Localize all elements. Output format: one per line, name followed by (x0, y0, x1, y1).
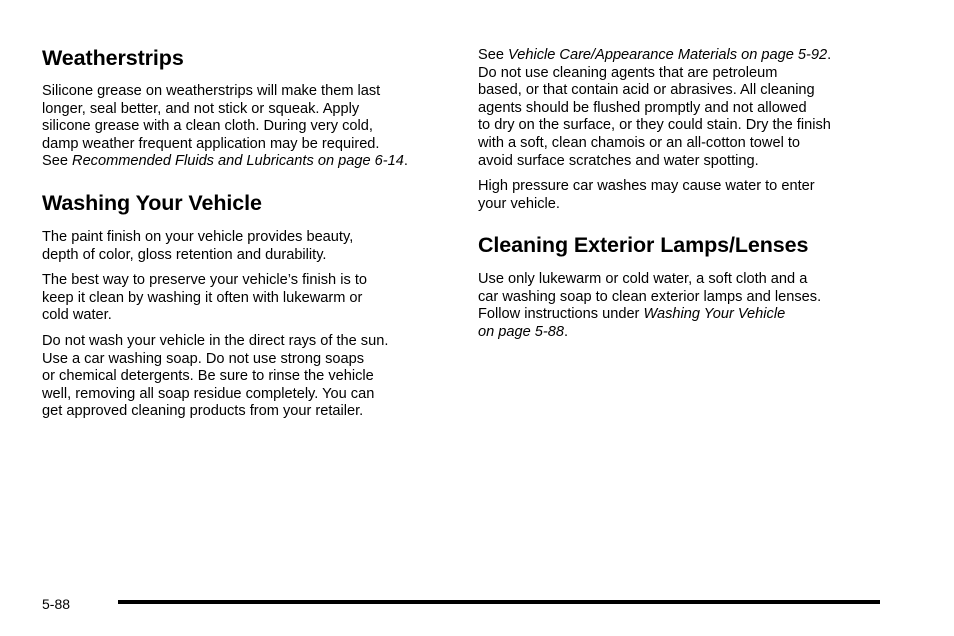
paragraph-washing-3 (42, 333, 388, 421)
follow-suffix: . (564, 323, 569, 340)
heading-weatherstrips: Weatherstrips (42, 46, 184, 70)
ref-prefix: See (478, 47, 509, 63)
text-line: depth of color, gloss retention and durability. (42, 246, 327, 263)
reference-link-care-materials: Vehicle Care/Appearance Materials on page 5-92 (508, 47, 828, 63)
text-line: your vehicle. (478, 195, 560, 212)
text-line: Do not use cleaning agents that are petroleum (478, 64, 778, 81)
text-line: based, or that contain acid or abrasives. All cleaning (478, 82, 815, 99)
text-line: well, removing all soap residue completely. You can (42, 385, 375, 402)
paragraph-care-materials (478, 47, 831, 170)
paragraph-washing-2 (42, 272, 367, 325)
ref-suffix: . (827, 47, 832, 63)
text-line: Use only lukewarm or cold water, a soft cloth and a (478, 271, 808, 287)
text-line: avoid surface scratches and water spotting. (478, 152, 759, 169)
text-line: damp weather frequent application may be required. (42, 135, 380, 152)
reference-link-page: on page 5-88 (478, 323, 565, 340)
text-line: with a soft, clean chamois or an all-cotton towel to (478, 134, 801, 151)
footer-divider (118, 600, 880, 604)
text-line: car washing soap to clean exterior lamps and lenses. (478, 288, 822, 305)
text-line: or chemical detergents. Be sure to rinse the vehicle (42, 368, 374, 385)
text-line: The paint finish on your vehicle provides beauty, (42, 229, 354, 245)
text-line: Do not wash your vehicle in the direct rays of the sun. (42, 333, 389, 349)
text-line: to dry on the surface, or they could stain. Dry the finish (478, 117, 831, 134)
ref-suffix: . (403, 153, 408, 170)
text-line: The best way to preserve your vehicle’s finish is to (42, 272, 367, 288)
follow-prefix: Follow instructions under (478, 306, 644, 323)
text-line: keep it clean by washing it often with lukewarm or (42, 289, 363, 306)
reference-link-fluids: Recommended Fluids and Lubricants on page 6-14 (72, 153, 404, 170)
text-line: get approved cleaning products from your retailer. (42, 403, 364, 420)
text-line: High pressure car washes may cause water to enter (478, 178, 815, 194)
reference-line (478, 47, 831, 65)
reference-link-washing: Washing Your Vehicle (643, 306, 786, 323)
paragraph-weatherstrips (42, 83, 408, 171)
text-line: cold water. (42, 307, 112, 324)
paragraph-high-pressure (478, 178, 815, 213)
paragraph-washing-1 (42, 229, 353, 264)
text-line: agents should be flushed promptly and not allowed (478, 99, 807, 116)
text-line: Use a car washing soap. Do not use strong soaps (42, 350, 365, 367)
reference-line (478, 306, 821, 324)
paragraph-lamps (478, 271, 821, 341)
text-line: longer, seal better, and not stick or squeak. Apply (42, 100, 360, 117)
text-line: Silicone grease on weatherstrips will make them last (42, 83, 381, 99)
page-number: 5-88 (42, 596, 71, 612)
heading-washing-your-vehicle: Washing Your Vehicle (42, 191, 262, 215)
text-line: silicone grease with a clean cloth. During very cold, (42, 118, 373, 135)
reference-line (42, 153, 408, 171)
heading-cleaning-exterior-lamps: Cleaning Exterior Lamps/Lenses (478, 233, 809, 257)
ref-prefix: See (42, 153, 73, 170)
reference-line (478, 324, 821, 342)
